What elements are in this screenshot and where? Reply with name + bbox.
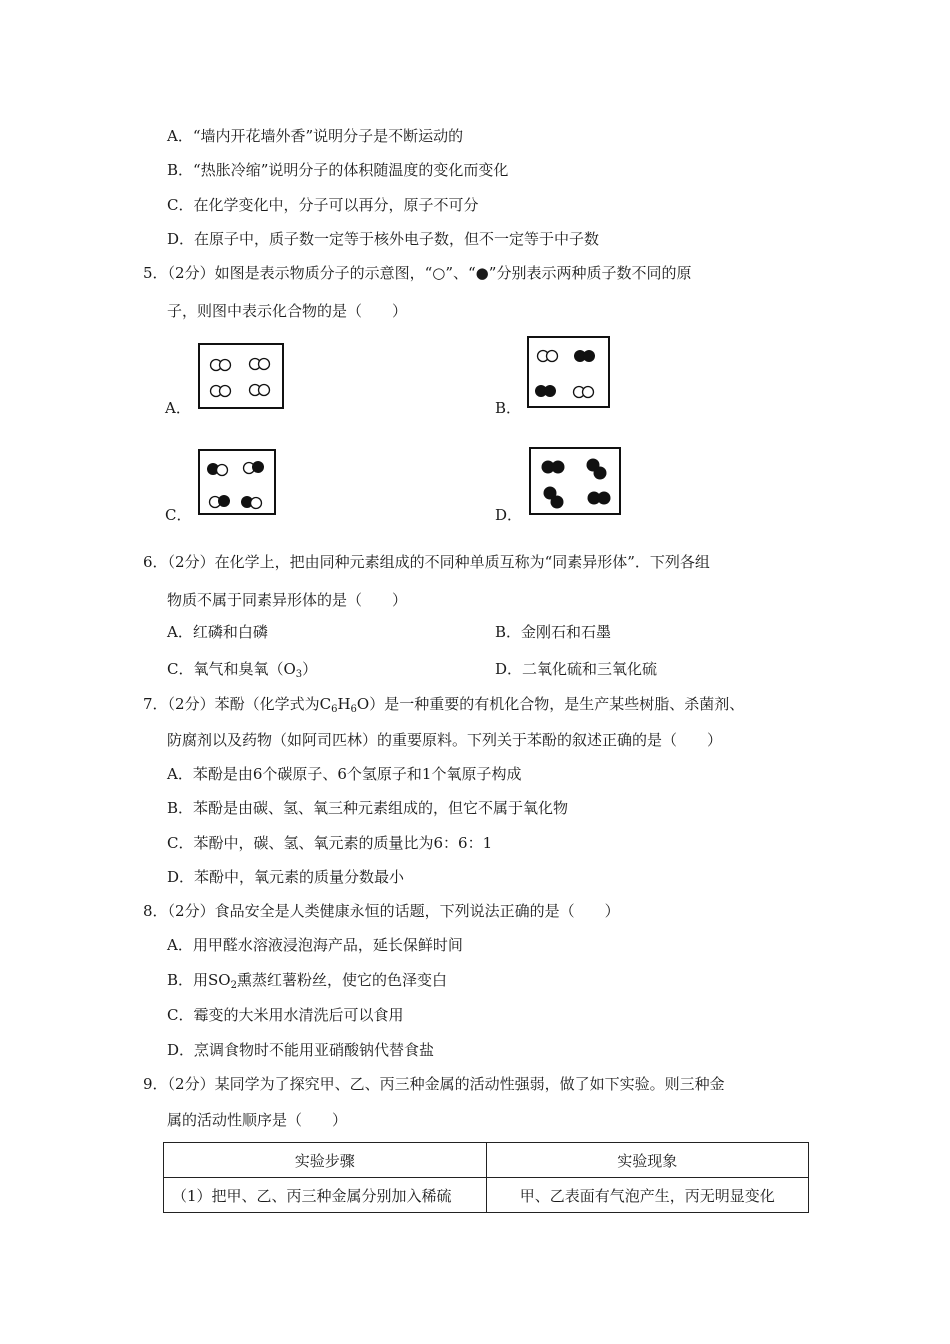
molecule-diagram-c: [200, 451, 274, 513]
experiment-table: [163, 1142, 809, 1213]
q5-option-b-diagram: [527, 336, 610, 408]
q7-option-c: C．苯酚中，碳、氢、氧元素的质量比为6：6：1: [167, 834, 493, 852]
q5-stem-line1: 5．（2分）如图是表示物质分子的示意图，“○”、“●”分别表示两种质子数不同的原: [143, 264, 692, 282]
q9-stem-line1: 9．（2分）某同学为了探究甲、乙、丙三种金属的活动性强弱，做了如下实验。则三种金: [143, 1075, 725, 1093]
q8-option-b: B．用$SO_2$熏蒸红薯粉丝，使它的色泽变白: [167, 971, 447, 991]
q4-option-b: B．“热胀冷缩”说明分子的体积随温度的变化而变化: [167, 161, 509, 179]
q6-option-c: C．氧气和臭氧$(O_3)$: [167, 660, 318, 680]
q4-option-d: D．在原子中，质子数一定等于核外电子数，但不一定等于中子数: [167, 230, 600, 248]
q5-option-d-diagram: [529, 447, 621, 515]
table-cell: 甲、乙表面有气泡产生，丙无明显变化: [486, 1178, 809, 1213]
q7-stem-line2: 防腐剂以及药物（如阿司匹林）的重要原料。下列关于苯酚的叙述正确的是（ ）: [167, 731, 723, 749]
q5-option-c-diagram: [198, 449, 276, 515]
table-cell: （1）把甲、乙、丙三种金属分别加入稀硫: [164, 1178, 487, 1213]
q6-option-d: D．二氧化硫和三氧化硫: [495, 660, 658, 678]
q9-stem-line2: 属的活动性顺序是（ ）: [167, 1111, 348, 1129]
q5-option-b-label: B．: [495, 399, 522, 417]
molecule-diagram-a: [200, 345, 282, 407]
q6-stem-line2: 物质不属于同素异形体的是（ ）: [167, 591, 408, 609]
q4-option-a: A．“墙内开花墙外香”说明分子是不断运动的: [167, 127, 464, 145]
q5-option-a-diagram: [198, 343, 284, 409]
q6-option-b: B．金刚石和石墨: [495, 623, 612, 641]
q8-stem: 8．（2分）食品安全是人类健康永恒的话题，下列说法正确的是（ ）: [143, 902, 620, 920]
molecule-diagram-d: [531, 449, 619, 513]
q6-option-a: A．红磷和白磷: [167, 623, 268, 641]
q7-stem-line1: 7．（2分）苯酚（化学式为$C_6H_6O$）是一种重要的有机化合物，是生产某些树脂、杀菌剂、: [143, 695, 745, 715]
table-header-row: [164, 1143, 809, 1178]
q5-option-a-label: A．: [165, 399, 191, 417]
q8-option-c: C．霉变的大米用水清洗后可以食用: [167, 1006, 404, 1024]
q5-stem-line2: 子，则图中表示化合物的是（ ）: [167, 302, 408, 320]
table-header: 实验现象: [486, 1143, 809, 1178]
q7-option-a: A．苯酚是由6个碳原子、6个氢原子和1个氧原子构成: [167, 765, 522, 783]
q8-option-d: D．烹调食物时不能用亚硝酸钠代替食盐: [167, 1041, 435, 1059]
q4-option-c: C．在化学变化中，分子可以再分，原子不可分: [167, 196, 479, 214]
q8-option-a: A．用甲醛水溶液浸泡海产品，延长保鲜时间: [167, 936, 463, 954]
table-row: [164, 1178, 809, 1213]
q6-stem-line1: 6．（2分）在化学上，把由同种元素组成的不同种单质互称为“同素异形体”．下列各组: [143, 553, 710, 571]
q7-option-d: D．苯酚中，氧元素的质量分数最小: [167, 868, 405, 886]
molecule-diagram-b: [529, 338, 608, 406]
q5-option-c-label: C．: [165, 506, 192, 524]
q5-option-d-label: D．: [495, 506, 523, 524]
q7-option-b: B．苯酚是由碳、氢、氧三种元素组成的，但它不属于氧化物: [167, 799, 569, 817]
table-header: 实验步骤: [164, 1143, 487, 1178]
